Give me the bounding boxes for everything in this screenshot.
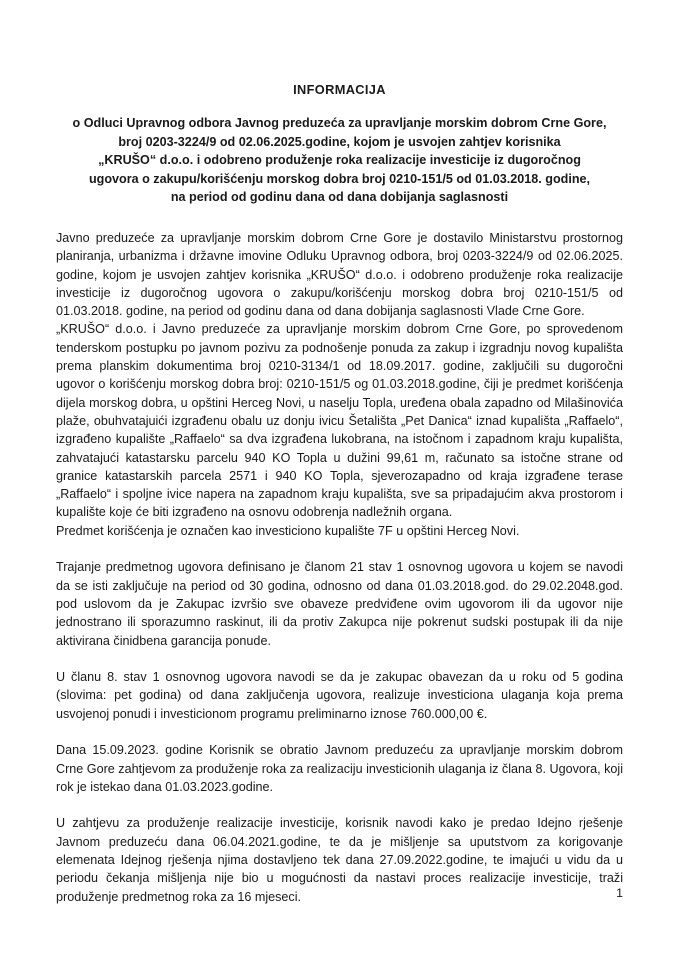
paragraph-7: U zahtjevu za produženje realizacije investicije, korisnik navodi kako je predao Idejno rješenje Javnom preduzeću dana 06.04.2021.godine, te da je mišljenje sa uputstvom za korigovanje elemenata Idejnog rješenja njima dostavljeno tek dana 27.09.2022.godine, te imajući u vidu da u periodu čekanja mišljenja nije bio u mogućnosti da nastavi proces realizacije investicije, traži produženje predmetnog roka za 16 mjeseci. [56, 816, 623, 904]
paragraph-4: Trajanje predmetnog ugovora definisano je članom 21 stav 1 osnovnog ugovora u kojem se navodi da se isti zaključuje na period od 30 godina, odnosno od dana 01.03.2018.god. do 29.02.2048.god. pod uslovom da je Zakupac izvršio sve obaveze predviđene ovim ugovorom ili da ugovor nije jednostrano ili sporazumno raskinut, ili da protiv Zakupca nije pokrenut sudski postupak ili da nije aktivirana činidbena garancija ponude. [56, 560, 623, 648]
subtitle-line-4: ugovora o zakupu/korišćenju morskog dobra broj 0210-151/5 od 01.03.2018. godine, [88, 171, 591, 186]
subtitle-line-5: na period od godinu dana od dana dobijanja saglasnosti [170, 190, 509, 205]
subtitle-line-2: broj 0203-3224/9 od 02.06.2025.godine, kojom je usvojen zahtjev korisnika [118, 134, 561, 149]
subtitle-line-1: o Odluci Upravnog odbora Javnog preduzeća za upravljanje morskim dobrom Crne Gore, [72, 116, 607, 130]
paragraph-2: „KRUŠO“ d.o.o. i Javno preduzeće za upravljanje morskim dobrom Crne Gore, po sprovedenom tenderskom postupku po javnom pozivu za podnošenje ponuda za zakup i izgradnju novog kupališta prema planskim dokumentima broj 0210-3134/1 od 18.09.2017. godine, zaključili su dugoročni ugovor o korišćenju morskog dobra broj: 0210-151/5 og 01.03.2018.godine, čiji je predmet korišćenja dijela morskog dobra, u opštini Herceg Novi, u naselju Topla, uređena obala zapadno od Milašinovića plaže, obuhvatajuići izgrađenu obalu uz donju ivicu Šetališta „Pet Danica“ iznad kupališta „Raffaelo“, izgrađeno kupalište „Raffaelo“ sa dva izgrađena lukobrana, na istočnom i zapadnom kraju kupališta, zahvatajući katastarsku parcelu 940 KO Topla u dužini 99,61 m, računato sa istočne strane od granice katastarskih parcela 2571 i 940 KO Topla, sjeverozapadno od kraja izgrađene terase „Raffaelo“ i spoljne ivice napera na zapadnom kraju kupališta, sve sa pripadajućim akva prostorom i kupalište koje će biti izgrađeno na osnovu odobrenja nadležnih organa. [56, 322, 623, 520]
paragraph-3: Predmet korišćenja je označen kao investiciono kupalište 7F u opštini Herceg Novi. [56, 523, 520, 538]
subtitle-line-3: „KRUŠO“ d.o.o. i odobreno produženje roka realizacije investicije iz dugoročnog [98, 153, 581, 168]
page-number: 1 [616, 886, 623, 900]
document-subtitle [56, 114, 623, 207]
document-content [56, 82, 623, 906]
paragraph-5: U članu 8. stav 1 osnovnog ugovora navodi se da je zakupac obavezan da u roku od 5 godina (slovima: pet godina) od dana zaključenja ugovora, realizuje investiciona ulaganja koja prema usvojenoj ponudi i investicionom programu preliminarno iznose 760.000,00 €. [56, 670, 623, 721]
page-title: INFORMACIJA [293, 82, 386, 97]
document-body [56, 229, 623, 906]
paragraph-6: Dana 15.09.2023. godine Korisnik se obratio Javnom preduzeću za upravljanje morskim dobrom Crne Gore zahtjevom za produženje roka za realizaciju investicionih ulaganja iz člana 8. Ugovora, koji rok je istekao dana 01.03.2023.godine. [56, 743, 624, 794]
paragraph-1: Javno preduzeće za upravljanje morskim dobrom Crne Gore je dostavilo Ministarstvu prostornog planiranja, urbanizma i državne imovine Odluku Upravnog odbora, broj 0203-3224/9 od 02.06.2025. godine, kojom je usvojen zahtjev korisnika „KRUŠO“ d.o.o. i odobreno produženje roka realizacije investicije iz dugoročnog ugovora o zakupu/korišćenju morskog dobra broj 0210-151/5 od 01.03.2018. godine, na period od godinu dana od dana dobijanja saglasnosti Vlade Crne Gore. [56, 230, 623, 319]
